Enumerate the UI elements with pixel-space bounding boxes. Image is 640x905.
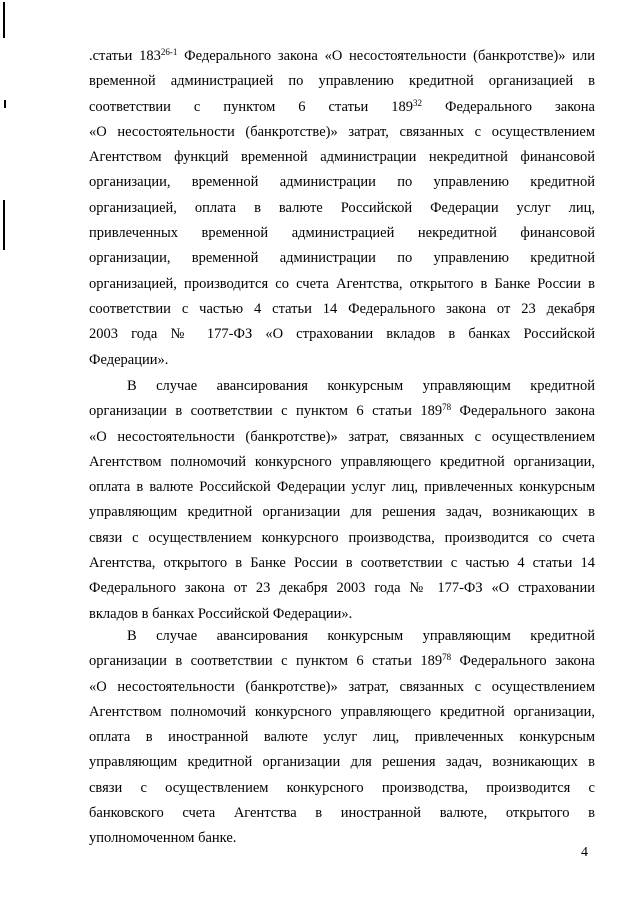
line-text: .статьи 183 — [89, 48, 161, 64]
line-text: организацией, оплата в валюте Российской Федерации услуг лиц, — [89, 199, 595, 216]
line-text: В случае авансирования конкурсным управляющим кредитной — [127, 628, 595, 644]
line-text: «О несостоятельности (банкротстве)» затрат, связанных с осуществлением — [89, 428, 595, 445]
line-text: организации, временной администрации по управлению кредитной — [89, 250, 595, 267]
line-text: «О несостоятельности (банкротстве)» затрат, связанных с осуществлением — [89, 123, 595, 140]
text-line — [89, 95, 595, 120]
line-text: Агентством полномочий конкурсного управляющего кредитной организации, — [89, 453, 595, 470]
line-text: уполномоченном банке. — [89, 830, 237, 847]
line-text-after: Федерального закона «О несостоятельности (банкротстве)» или — [177, 48, 595, 64]
text-line — [89, 425, 595, 450]
scan-mark — [3, 200, 5, 250]
text-line — [89, 649, 595, 674]
text-line — [89, 551, 595, 576]
text-line — [89, 196, 595, 221]
text-line — [89, 221, 595, 246]
text-line — [89, 675, 595, 700]
text-line — [89, 801, 595, 826]
line-text-after: Федерального закона — [451, 653, 595, 670]
line-text: Агентства, открытого в Банке России в соответствии с частью 4 статьи 14 — [89, 555, 595, 572]
text-line — [89, 348, 595, 373]
line-text: связи с осуществлением конкурсного производства, производится с — [89, 779, 595, 796]
text-line — [89, 297, 595, 322]
text-line — [89, 750, 595, 775]
line-text: связи с осуществлением конкурсного производства, производится со счета — [89, 529, 595, 546]
text-line — [89, 776, 595, 801]
text-line — [89, 374, 595, 399]
text-line — [89, 700, 595, 725]
line-text: привлеченных временной администрацией некредитной финансовой — [89, 225, 595, 242]
line-text: соответствии с частью 4 статьи 14 Федерального закона от 23 декабря — [89, 300, 595, 317]
scan-mark — [3, 2, 5, 38]
text-line — [89, 500, 595, 525]
line-text: управляющим кредитной организации для решения задач, возникающих в — [89, 754, 595, 771]
line-text: организации в соответствии с пунктом 6 статьи 189 — [89, 403, 443, 420]
text-line — [89, 44, 595, 69]
text-line — [89, 526, 595, 551]
text-line — [89, 272, 595, 297]
line-text: вкладов в банках Российской Федерации». — [89, 605, 353, 622]
paragraph-2 — [89, 374, 595, 627]
text-line — [89, 246, 595, 271]
paragraph-1 — [89, 44, 595, 373]
line-text: организации, временной администрации по управлению кредитной — [89, 174, 595, 191]
text-line — [89, 826, 595, 851]
text-line — [89, 170, 595, 195]
line-text: В случае авансирования конкурсным управляющим кредитной — [127, 378, 595, 394]
line-text: Федерального закона от 23 декабря 2003 года № 177-ФЗ «О страховании — [89, 580, 595, 597]
line-text: организацией, производится со счета Агентства, открытого в Банке России в — [89, 275, 595, 292]
text-line — [89, 399, 595, 424]
line-text: оплата в иностранной валюте услуг лиц, привлеченных конкурсным — [89, 729, 595, 746]
line-text: 2003 года № 177-ФЗ «О страховании вкладов в банках Российской — [89, 326, 595, 343]
line-text: банковского счета Агентства в иностранной валюте, открытого в — [89, 805, 595, 822]
text-line — [89, 322, 595, 347]
line-text: организации в соответствии с пунктом 6 статьи 189 — [89, 653, 443, 670]
line-text: временной администрацией по управлению кредитной организацией в — [89, 73, 595, 90]
line-text-after: Федерального закона — [422, 98, 595, 115]
line-text-after: Федерального закона — [451, 403, 595, 420]
text-line — [89, 69, 595, 94]
article-superscript: 26-1 — [160, 47, 178, 57]
paragraph-3 — [89, 624, 595, 852]
text-line — [89, 145, 595, 170]
line-text: Агентством функций временной администрации некредитной финансовой — [89, 149, 595, 166]
article-superscript: 78 — [442, 402, 452, 413]
line-text: «О несостоятельности (банкротстве)» затрат, связанных с осуществлением — [89, 678, 595, 695]
line-text: Федерации». — [89, 351, 169, 368]
line-text: управляющим кредитной организации для решения задач, возникающих в — [89, 504, 595, 521]
scan-mark — [4, 100, 6, 108]
article-superscript: 32 — [413, 97, 423, 108]
text-line — [89, 725, 595, 750]
text-line — [89, 576, 595, 601]
line-text: Агентством полномочий конкурсного управляющего кредитной организации, — [89, 703, 595, 720]
text-line — [89, 120, 595, 145]
line-text: оплата в валюте Российской Федерации услуг лиц, привлеченных конкурсным — [89, 479, 595, 496]
line-text: соответствии с пунктом 6 статьи 189 — [89, 98, 414, 115]
text-line — [89, 450, 595, 475]
text-line — [89, 475, 595, 500]
text-line — [89, 624, 595, 649]
page-number: 4 — [581, 845, 588, 860]
article-superscript: 78 — [442, 652, 452, 663]
